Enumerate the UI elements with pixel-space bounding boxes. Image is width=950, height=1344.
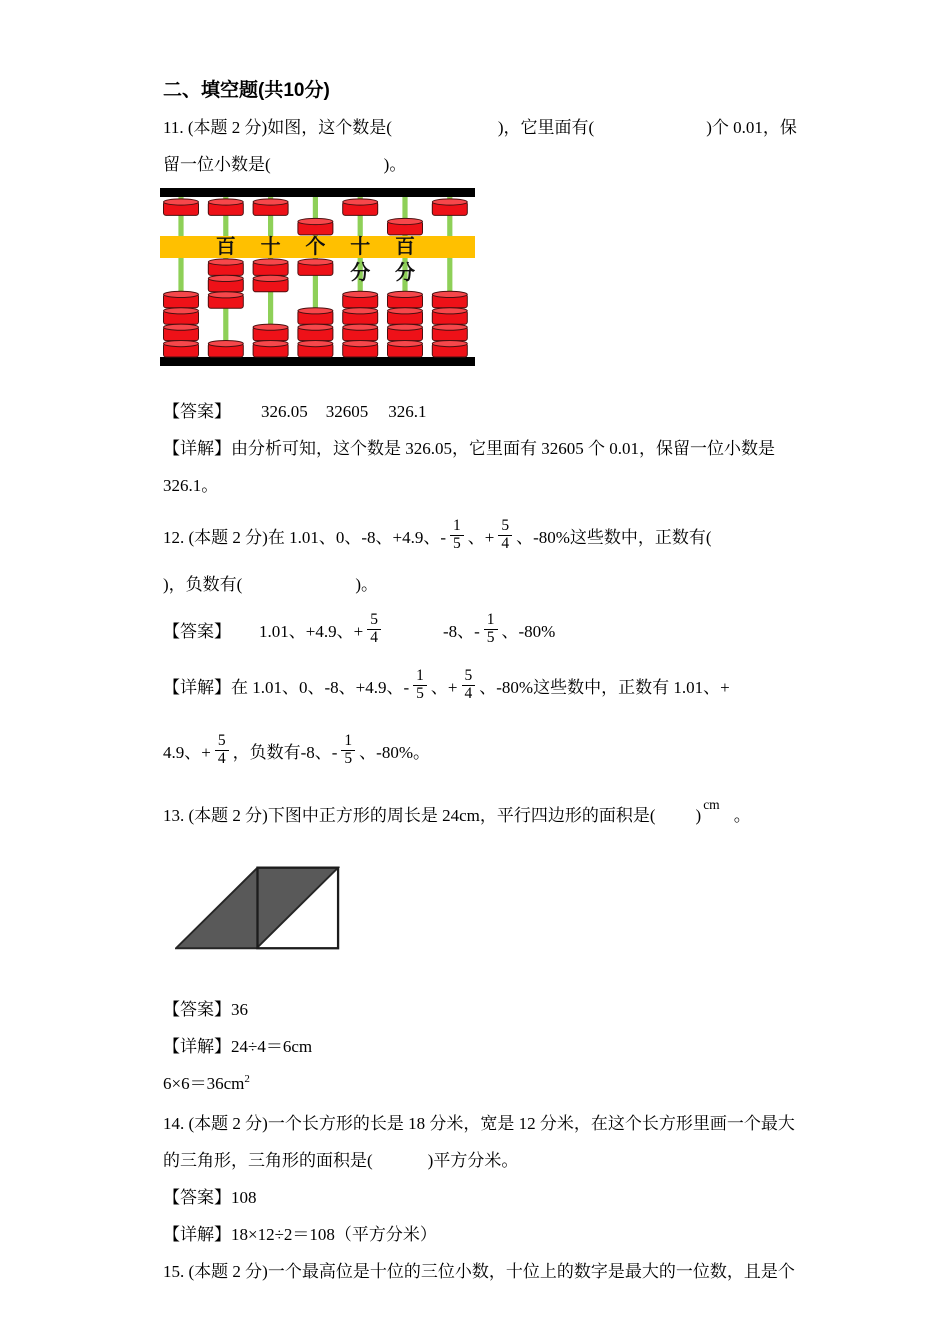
fraction xyxy=(215,733,229,767)
q12-detail-text: ，负数有-8、- xyxy=(232,742,338,762)
q15-line1: 15. (本题 2 分)一个最高位是十位的三位小数，十位上的数字是最大的一位数，且是个 xyxy=(163,1262,795,1281)
q12-text: )，负数有( xyxy=(163,575,243,594)
q14-text: )平方分米。 xyxy=(427,1151,519,1170)
answer-value: 32605 xyxy=(325,402,369,421)
q13-detail-line2 xyxy=(163,1065,800,1105)
fraction-numerator: 1 xyxy=(452,516,461,534)
q13-detail-text: 6×6＝36cm xyxy=(163,1074,245,1093)
q11-answer-line xyxy=(163,393,800,430)
q13-answer-line: 【答案】36 xyxy=(163,1000,248,1019)
svg-text:十: 十 xyxy=(260,236,281,258)
svg-text:十: 十 xyxy=(350,236,371,258)
blank-gap xyxy=(368,416,388,417)
fraction-denominator: 4 xyxy=(462,685,476,703)
q14-answer-line: 【答案】108 xyxy=(163,1188,257,1207)
q12-detail-text: 、-80%这些数中，正数有 1.01、+ xyxy=(479,677,730,697)
blank-gap xyxy=(656,820,696,821)
abacus-svg xyxy=(160,188,475,366)
fraction-numerator: 1 xyxy=(486,610,495,628)
q12-detail-text: 、-80%。 xyxy=(359,742,430,762)
q11-text: 留一位小数是( xyxy=(163,155,271,174)
fraction xyxy=(484,612,498,646)
blank-gap xyxy=(231,416,261,417)
q11-line2 xyxy=(163,146,800,183)
svg-text:百: 百 xyxy=(215,236,236,258)
q12-text: 12. (本题 2 分)在 1.01、0、-8、+4.9、- xyxy=(163,527,446,547)
q14-line1: 14. (本题 2 分)一个长方形的长是 18 分米，宽是 12 分米，在这个长方形里画一个最大 xyxy=(163,1114,795,1133)
blank-gap xyxy=(231,629,259,630)
fraction-numerator: 1 xyxy=(344,731,353,749)
fraction-numerator: 5 xyxy=(370,610,378,628)
abacus-figure xyxy=(160,188,800,366)
q13-text: 13. (本题 2 分)下图中正方形的周长是 24cm，平行四边形的面积是( xyxy=(163,806,656,825)
q11-text: )个 0.01，保 xyxy=(706,118,797,137)
q12-detail-text: 【详解】在 1.01、0、-8、+4.9、- xyxy=(163,677,410,697)
fraction xyxy=(462,668,476,702)
q12-detail-text: 4.9、+ xyxy=(163,742,211,762)
answer-value: -8、- xyxy=(442,621,480,641)
q12-text: 、-80%这些数中，正数有( xyxy=(516,527,712,547)
blank-gap xyxy=(392,132,498,133)
q12-answer-line xyxy=(163,603,800,655)
q11-detail-line2: 326.1。 xyxy=(163,476,219,495)
q12-line1 xyxy=(163,504,800,566)
q13-text: 。 xyxy=(733,806,751,825)
fraction xyxy=(413,668,427,702)
fraction xyxy=(341,733,355,767)
fraction-numerator: 5 xyxy=(217,731,226,749)
answer-value: 、-80% xyxy=(501,621,556,641)
q14-line2 xyxy=(163,1142,800,1179)
blank-gap xyxy=(594,132,706,133)
section-header: 二、填空题(共10分) xyxy=(163,80,330,101)
q12-text: )。 xyxy=(355,575,378,594)
q14-detail-line: 【详解】18×12÷2＝108（平方分米） xyxy=(163,1225,437,1244)
answer-value: 1.01、+4.9、+ xyxy=(259,621,364,641)
q12-detail-text: 、+ xyxy=(430,677,458,697)
blank-gap xyxy=(308,416,326,417)
fraction-numerator: 5 xyxy=(464,666,473,684)
fraction xyxy=(450,518,464,552)
blank-gap xyxy=(242,589,355,590)
fraction xyxy=(367,612,381,646)
fraction-denominator: 4 xyxy=(498,535,512,553)
fraction-numerator: 1 xyxy=(416,666,424,684)
answer-value: 326.05 xyxy=(261,402,308,421)
q11-line1 xyxy=(163,109,800,146)
fraction-denominator: 5 xyxy=(413,685,427,703)
squared-superscript: 2 xyxy=(244,1073,250,1085)
q12-detail-line2 xyxy=(163,715,800,785)
fraction-denominator: 5 xyxy=(450,535,464,553)
q11-text: )，它里面有( xyxy=(497,118,595,137)
parallelogram-square-figure xyxy=(175,861,340,953)
answer-value: 326.1 xyxy=(388,402,427,421)
svg-text:百: 百 xyxy=(395,236,415,258)
fraction-denominator: 4 xyxy=(367,629,381,647)
q12-detail-line1 xyxy=(163,655,800,715)
q13-text: ) xyxy=(695,806,702,825)
blank-gap xyxy=(385,629,443,630)
q13-figure xyxy=(175,861,800,953)
q11-detail-line1: 【详解】由分析可知，这个数是 326.05，它里面有 32605 个 0.01，保留一位小数是 xyxy=(163,439,775,458)
fraction-denominator: 5 xyxy=(484,629,498,647)
fraction-denominator: 5 xyxy=(341,750,355,768)
unit-superscript: cm xyxy=(703,797,720,812)
q11-text: )。 xyxy=(383,155,407,174)
q13-detail-line1: 【详解】24÷4＝6cm xyxy=(163,1037,313,1056)
q14-text: 的三角形，三角形的面积是( xyxy=(163,1151,373,1170)
q12-text: 、+ xyxy=(467,527,495,547)
q12-line2 xyxy=(163,566,800,603)
fraction-numerator: 5 xyxy=(501,516,510,534)
fraction-denominator: 4 xyxy=(215,750,229,768)
q11-text: 11. (本题 2 分)如图，这个数是( xyxy=(163,118,392,137)
svg-text:个: 个 xyxy=(305,236,326,258)
blank-gap xyxy=(720,820,734,821)
blank-gap xyxy=(373,1165,428,1166)
fraction xyxy=(498,518,512,552)
q13-line1 xyxy=(163,797,800,835)
answer-label: 【答案】 xyxy=(163,402,231,421)
svg-text:分: 分 xyxy=(350,262,371,284)
svg-text:分: 分 xyxy=(395,262,415,284)
blank-gap xyxy=(271,169,384,170)
answer-label: 【答案】 xyxy=(163,621,231,641)
